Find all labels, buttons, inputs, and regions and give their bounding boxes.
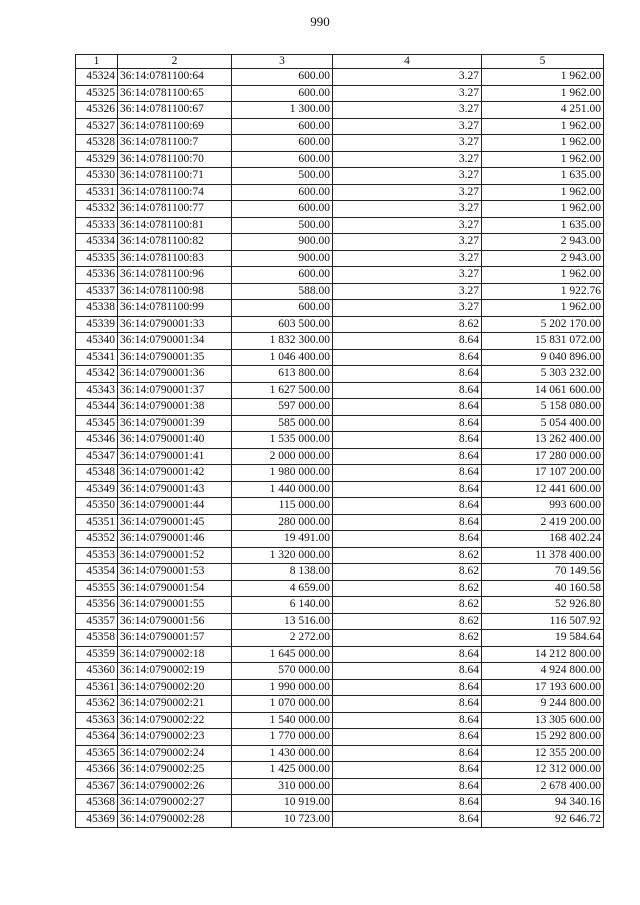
- value-cell: 11 378 400.00: [482, 547, 604, 564]
- value-cell: 2 943.00: [482, 234, 604, 251]
- cadastral-number-cell: 36:14:0781100:69: [118, 118, 232, 135]
- row-number-cell: 45327: [76, 118, 118, 135]
- area-cell: 1 440 000.00: [232, 481, 333, 498]
- area-cell: 8 138.00: [232, 564, 333, 581]
- row-number-cell: 45355: [76, 580, 118, 597]
- area-cell: 1 540 000.00: [232, 712, 333, 729]
- table-row: [76, 333, 604, 350]
- table-row: [76, 432, 604, 449]
- row-number-cell: 45354: [76, 564, 118, 581]
- row-number-cell: 45363: [76, 712, 118, 729]
- area-cell: 600.00: [232, 135, 333, 152]
- value-cell: 1 922.76: [482, 283, 604, 300]
- row-number-cell: 45359: [76, 646, 118, 663]
- table-row: [76, 696, 604, 713]
- rate-cell: 8.62: [333, 597, 482, 614]
- row-number-cell: 45344: [76, 399, 118, 416]
- value-cell: 1 635.00: [482, 217, 604, 234]
- value-cell: 1 962.00: [482, 267, 604, 284]
- cadastral-number-cell: 36:14:0790002:23: [118, 729, 232, 746]
- row-number-cell: 45362: [76, 696, 118, 713]
- value-cell: 5 303 232.00: [482, 366, 604, 383]
- table-row: [76, 646, 604, 663]
- rate-cell: 8.62: [333, 564, 482, 581]
- row-number-cell: 45346: [76, 432, 118, 449]
- value-cell: 13 262 400.00: [482, 432, 604, 449]
- row-number-cell: 45337: [76, 283, 118, 300]
- rate-cell: 8.64: [333, 481, 482, 498]
- rate-cell: 3.27: [333, 267, 482, 284]
- row-number-cell: 45324: [76, 69, 118, 86]
- cadastral-number-cell: 36:14:0790002:19: [118, 663, 232, 680]
- table-row: [76, 267, 604, 284]
- area-cell: 500.00: [232, 168, 333, 185]
- cadastral-number-cell: 36:14:0790001:46: [118, 531, 232, 548]
- row-number-cell: 45334: [76, 234, 118, 251]
- area-cell: 2 000 000.00: [232, 448, 333, 465]
- row-number-cell: 45366: [76, 762, 118, 779]
- table-body: [76, 69, 604, 828]
- rate-cell: 8.62: [333, 316, 482, 333]
- row-number-cell: 45347: [76, 448, 118, 465]
- area-cell: 613 800.00: [232, 366, 333, 383]
- area-cell: 1 832 300.00: [232, 333, 333, 350]
- value-cell: 17 193 600.00: [482, 679, 604, 696]
- row-number-cell: 45342: [76, 366, 118, 383]
- area-cell: 10 723.00: [232, 811, 333, 828]
- row-number-cell: 45361: [76, 679, 118, 696]
- row-number-cell: 45331: [76, 184, 118, 201]
- rate-cell: 8.64: [333, 729, 482, 746]
- area-cell: 2 272.00: [232, 630, 333, 647]
- value-cell: 1 635.00: [482, 168, 604, 185]
- cadastral-number-cell: 36:14:0790002:22: [118, 712, 232, 729]
- rate-cell: 8.64: [333, 382, 482, 399]
- rate-cell: 8.64: [333, 498, 482, 515]
- area-cell: 900.00: [232, 234, 333, 251]
- area-cell: 585 000.00: [232, 415, 333, 432]
- rate-cell: 8.64: [333, 696, 482, 713]
- table-row: [76, 465, 604, 482]
- area-cell: 1 645 000.00: [232, 646, 333, 663]
- table-row: [76, 712, 604, 729]
- area-cell: 1 320 000.00: [232, 547, 333, 564]
- cadastral-number-cell: 36:14:0781100:77: [118, 201, 232, 218]
- row-number-cell: 45345: [76, 415, 118, 432]
- table-row: [76, 250, 604, 267]
- value-cell: 116 507.92: [482, 613, 604, 630]
- value-cell: 5 054 400.00: [482, 415, 604, 432]
- value-cell: 15 292 800.00: [482, 729, 604, 746]
- cadastral-number-cell: 36:14:0790002:27: [118, 795, 232, 812]
- row-number-cell: 45332: [76, 201, 118, 218]
- value-cell: 1 962.00: [482, 85, 604, 102]
- rate-cell: 8.64: [333, 465, 482, 482]
- value-cell: 1 962.00: [482, 118, 604, 135]
- value-cell: 4 924 800.00: [482, 663, 604, 680]
- rate-cell: 3.27: [333, 102, 482, 119]
- area-cell: 900.00: [232, 250, 333, 267]
- value-cell: 5 158 080.00: [482, 399, 604, 416]
- value-cell: 12 355 200.00: [482, 745, 604, 762]
- cadastral-number-cell: 36:14:0790001:42: [118, 465, 232, 482]
- column-header-4: 4: [333, 55, 482, 69]
- rate-cell: 3.27: [333, 85, 482, 102]
- area-cell: 603 500.00: [232, 316, 333, 333]
- cadastral-number-cell: 36:14:0781100:82: [118, 234, 232, 251]
- rate-cell: 3.27: [333, 234, 482, 251]
- row-number-cell: 45333: [76, 217, 118, 234]
- cadastral-value-table: [75, 54, 604, 828]
- cadastral-number-cell: 36:14:0790002:25: [118, 762, 232, 779]
- value-cell: 9 244 800.00: [482, 696, 604, 713]
- rate-cell: 8.64: [333, 514, 482, 531]
- area-cell: 600.00: [232, 85, 333, 102]
- value-cell: 2 419 200.00: [482, 514, 604, 531]
- table-row: [76, 613, 604, 630]
- row-number-cell: 45326: [76, 102, 118, 119]
- row-number-cell: 45357: [76, 613, 118, 630]
- table-row: [76, 366, 604, 383]
- table-row: [76, 135, 604, 152]
- table-row: [76, 514, 604, 531]
- value-cell: 2 678 400.00: [482, 778, 604, 795]
- table-row: [76, 498, 604, 515]
- row-number-cell: 45367: [76, 778, 118, 795]
- value-cell: 17 280 000.00: [482, 448, 604, 465]
- table-row: [76, 300, 604, 317]
- area-cell: 600.00: [232, 267, 333, 284]
- rate-cell: 8.64: [333, 415, 482, 432]
- cadastral-number-cell: 36:14:0790002:20: [118, 679, 232, 696]
- table-row: [76, 448, 604, 465]
- area-cell: 115 000.00: [232, 498, 333, 515]
- area-cell: 600.00: [232, 69, 333, 86]
- value-cell: 15 831 072.00: [482, 333, 604, 350]
- rate-cell: 3.27: [333, 135, 482, 152]
- cadastral-number-cell: 36:14:0781100:65: [118, 85, 232, 102]
- rate-cell: 8.64: [333, 333, 482, 350]
- cadastral-number-cell: 36:14:0781100:96: [118, 267, 232, 284]
- value-cell: 94 340.16: [482, 795, 604, 812]
- value-cell: 14 061 600.00: [482, 382, 604, 399]
- area-cell: 1 070 000.00: [232, 696, 333, 713]
- rate-cell: 3.27: [333, 250, 482, 267]
- cadastral-number-cell: 36:14:0790001:44: [118, 498, 232, 515]
- row-number-cell: 45356: [76, 597, 118, 614]
- area-cell: 1 990 000.00: [232, 679, 333, 696]
- area-cell: 570 000.00: [232, 663, 333, 680]
- cadastral-number-cell: 36:14:0790001:55: [118, 597, 232, 614]
- row-number-cell: 45349: [76, 481, 118, 498]
- row-number-cell: 45335: [76, 250, 118, 267]
- value-cell: 40 160.58: [482, 580, 604, 597]
- value-cell: 5 202 170.00: [482, 316, 604, 333]
- value-cell: 168 402.24: [482, 531, 604, 548]
- row-number-cell: 45336: [76, 267, 118, 284]
- row-number-cell: 45369: [76, 811, 118, 828]
- cadastral-number-cell: 36:14:0790002:28: [118, 811, 232, 828]
- row-number-cell: 45325: [76, 85, 118, 102]
- table-row: [76, 547, 604, 564]
- row-number-cell: 45328: [76, 135, 118, 152]
- cadastral-number-cell: 36:14:0790001:52: [118, 547, 232, 564]
- value-cell: 70 149.56: [482, 564, 604, 581]
- cadastral-number-cell: 36:14:0781100:99: [118, 300, 232, 317]
- table-row: [76, 415, 604, 432]
- area-cell: 1 535 000.00: [232, 432, 333, 449]
- rate-cell: 3.27: [333, 217, 482, 234]
- row-number-cell: 45340: [76, 333, 118, 350]
- rate-cell: 3.27: [333, 168, 482, 185]
- cadastral-number-cell: 36:14:0790001:34: [118, 333, 232, 350]
- cadastral-number-cell: 36:14:0790001:45: [118, 514, 232, 531]
- area-cell: 600.00: [232, 300, 333, 317]
- rate-cell: 8.64: [333, 399, 482, 416]
- table-row: [76, 234, 604, 251]
- area-cell: 600.00: [232, 118, 333, 135]
- table-row: [76, 118, 604, 135]
- page-number: 990: [310, 14, 330, 29]
- value-cell: 1 962.00: [482, 151, 604, 168]
- area-cell: 588.00: [232, 283, 333, 300]
- table-row: [76, 630, 604, 647]
- table-row: [76, 399, 604, 416]
- value-cell: 52 926.80: [482, 597, 604, 614]
- area-cell: 1 430 000.00: [232, 745, 333, 762]
- row-number-cell: 45329: [76, 151, 118, 168]
- area-cell: 600.00: [232, 184, 333, 201]
- row-number-cell: 45338: [76, 300, 118, 317]
- row-number-cell: 45352: [76, 531, 118, 548]
- value-cell: 1 962.00: [482, 201, 604, 218]
- rate-cell: 8.64: [333, 366, 482, 383]
- value-cell: 4 251.00: [482, 102, 604, 119]
- table-row: [76, 795, 604, 812]
- row-number-cell: 45368: [76, 795, 118, 812]
- cadastral-number-cell: 36:14:0790001:37: [118, 382, 232, 399]
- table-row: [76, 184, 604, 201]
- area-cell: 310 000.00: [232, 778, 333, 795]
- cadastral-number-cell: 36:14:0781100:81: [118, 217, 232, 234]
- cadastral-number-cell: 36:14:0790001:38: [118, 399, 232, 416]
- rate-cell: 3.27: [333, 283, 482, 300]
- table-row: [76, 564, 604, 581]
- area-cell: 1 980 000.00: [232, 465, 333, 482]
- table-row: [76, 283, 604, 300]
- cadastral-number-cell: 36:14:0781100:98: [118, 283, 232, 300]
- area-cell: 1 300.00: [232, 102, 333, 119]
- cadastral-number-cell: 36:14:0790001:56: [118, 613, 232, 630]
- value-cell: 1 962.00: [482, 69, 604, 86]
- area-cell: 10 919.00: [232, 795, 333, 812]
- table-row: [76, 481, 604, 498]
- cadastral-number-cell: 36:14:0781100:70: [118, 151, 232, 168]
- table-header-row: [76, 55, 604, 69]
- area-cell: 500.00: [232, 217, 333, 234]
- rate-cell: 3.27: [333, 151, 482, 168]
- cadastral-number-cell: 36:14:0781100:64: [118, 69, 232, 86]
- cadastral-number-cell: 36:14:0790001:54: [118, 580, 232, 597]
- rate-cell: 8.62: [333, 630, 482, 647]
- rate-cell: 8.64: [333, 745, 482, 762]
- cadastral-number-cell: 36:14:0790002:26: [118, 778, 232, 795]
- table-row: [76, 580, 604, 597]
- area-cell: 13 516.00: [232, 613, 333, 630]
- table-row: [76, 168, 604, 185]
- cadastral-number-cell: 36:14:0781100:83: [118, 250, 232, 267]
- value-cell: 993 600.00: [482, 498, 604, 515]
- area-cell: 1 046 400.00: [232, 349, 333, 366]
- cadastral-number-cell: 36:14:0790001:53: [118, 564, 232, 581]
- rate-cell: 3.27: [333, 184, 482, 201]
- table-row: [76, 151, 604, 168]
- rate-cell: 8.64: [333, 531, 482, 548]
- rate-cell: 8.64: [333, 646, 482, 663]
- cadastral-number-cell: 36:14:0790002:18: [118, 646, 232, 663]
- cadastral-number-cell: 36:14:0781100:71: [118, 168, 232, 185]
- rate-cell: 3.27: [333, 300, 482, 317]
- value-cell: 2 943.00: [482, 250, 604, 267]
- row-number-cell: 45353: [76, 547, 118, 564]
- cadastral-number-cell: 36:14:0790002:24: [118, 745, 232, 762]
- value-cell: 1 962.00: [482, 184, 604, 201]
- area-cell: 280 000.00: [232, 514, 333, 531]
- value-cell: 1 962.00: [482, 300, 604, 317]
- table-row: [76, 102, 604, 119]
- column-header-1: 1: [76, 55, 118, 69]
- cadastral-number-cell: 36:14:0790001:35: [118, 349, 232, 366]
- row-number-cell: 45330: [76, 168, 118, 185]
- area-cell: 4 659.00: [232, 580, 333, 597]
- cadastral-number-cell: 36:14:0790001:33: [118, 316, 232, 333]
- cadastral-number-cell: 36:14:0790001:57: [118, 630, 232, 647]
- area-cell: 597 000.00: [232, 399, 333, 416]
- column-header-2: 2: [118, 55, 232, 69]
- column-header-3: 3: [232, 55, 333, 69]
- area-cell: 1 770 000.00: [232, 729, 333, 746]
- table-row: [76, 531, 604, 548]
- value-cell: 17 107 200.00: [482, 465, 604, 482]
- cadastral-number-cell: 36:14:0781100:67: [118, 102, 232, 119]
- rate-cell: 3.27: [333, 201, 482, 218]
- area-cell: 1 425 000.00: [232, 762, 333, 779]
- value-cell: 19 584.64: [482, 630, 604, 647]
- value-cell: 9 040 896.00: [482, 349, 604, 366]
- table-row: [76, 679, 604, 696]
- value-cell: 12 441 600.00: [482, 481, 604, 498]
- cadastral-number-cell: 36:14:0790001:40: [118, 432, 232, 449]
- rate-cell: 3.27: [333, 69, 482, 86]
- value-cell: 1 962.00: [482, 135, 604, 152]
- area-cell: 600.00: [232, 151, 333, 168]
- row-number-cell: 45358: [76, 630, 118, 647]
- rate-cell: 8.64: [333, 795, 482, 812]
- cadastral-number-cell: 36:14:0790001:43: [118, 481, 232, 498]
- cadastral-number-cell: 36:14:0790001:39: [118, 415, 232, 432]
- row-number-cell: 45343: [76, 382, 118, 399]
- rate-cell: 8.64: [333, 448, 482, 465]
- rate-cell: 8.64: [333, 811, 482, 828]
- table-row: [76, 762, 604, 779]
- rate-cell: 8.64: [333, 679, 482, 696]
- area-cell: 1 627 500.00: [232, 382, 333, 399]
- cadastral-number-cell: 36:14:0790001:41: [118, 448, 232, 465]
- cadastral-number-cell: 36:14:0781100:7: [118, 135, 232, 152]
- rate-cell: 8.64: [333, 778, 482, 795]
- column-header-5: 5: [482, 55, 604, 69]
- table-row: [76, 217, 604, 234]
- cadastral-number-cell: 36:14:0790002:21: [118, 696, 232, 713]
- table-row: [76, 349, 604, 366]
- table-row: [76, 811, 604, 828]
- rate-cell: 8.64: [333, 349, 482, 366]
- rate-cell: 8.64: [333, 712, 482, 729]
- row-number-cell: 45360: [76, 663, 118, 680]
- area-cell: 600.00: [232, 201, 333, 218]
- rate-cell: 8.64: [333, 762, 482, 779]
- table-row: [76, 85, 604, 102]
- rate-cell: 8.62: [333, 580, 482, 597]
- row-number-cell: 45339: [76, 316, 118, 333]
- value-cell: 14 212 800.00: [482, 646, 604, 663]
- rate-cell: 8.62: [333, 613, 482, 630]
- row-number-cell: 45348: [76, 465, 118, 482]
- row-number-cell: 45365: [76, 745, 118, 762]
- table-row: [76, 663, 604, 680]
- rate-cell: 8.64: [333, 432, 482, 449]
- area-cell: 6 140.00: [232, 597, 333, 614]
- row-number-cell: 45350: [76, 498, 118, 515]
- table-row: [76, 729, 604, 746]
- value-cell: 12 312 000.00: [482, 762, 604, 779]
- cadastral-number-cell: 36:14:0790001:36: [118, 366, 232, 383]
- rate-cell: 8.62: [333, 547, 482, 564]
- table-row: [76, 745, 604, 762]
- value-cell: 13 305 600.00: [482, 712, 604, 729]
- table-row: [76, 69, 604, 86]
- table-row: [76, 316, 604, 333]
- table-row: [76, 382, 604, 399]
- table-row: [76, 778, 604, 795]
- row-number-cell: 45341: [76, 349, 118, 366]
- value-cell: 92 646.72: [482, 811, 604, 828]
- rate-cell: 8.64: [333, 663, 482, 680]
- area-cell: 19 491.00: [232, 531, 333, 548]
- rate-cell: 3.27: [333, 118, 482, 135]
- table-row: [76, 597, 604, 614]
- table-row: [76, 201, 604, 218]
- row-number-cell: 45351: [76, 514, 118, 531]
- row-number-cell: 45364: [76, 729, 118, 746]
- cadastral-number-cell: 36:14:0781100:74: [118, 184, 232, 201]
